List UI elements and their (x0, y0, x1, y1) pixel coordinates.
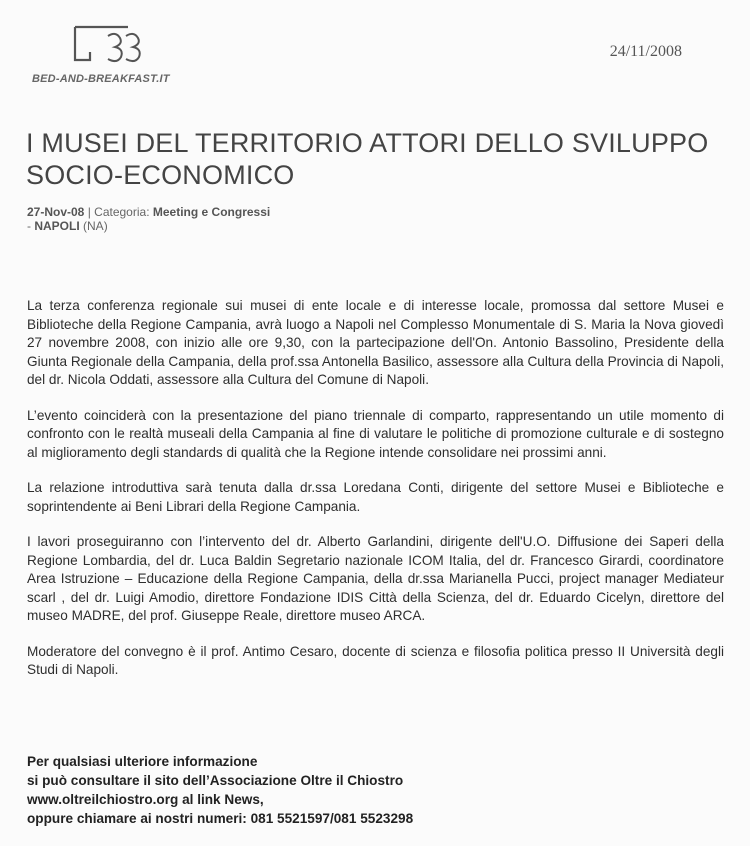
contact-website-line[interactable]: www.oltreilchiostro.org al link News, (27, 792, 264, 807)
document-date: 24/11/2008 (609, 43, 682, 60)
article-title (26, 127, 726, 191)
meta-location-prefix: - (27, 219, 35, 233)
meta-city[interactable]: NAPOLI (34, 219, 80, 233)
logo-text: BED-AND-BREAKFAST.IT (32, 73, 170, 85)
article-body (27, 297, 724, 697)
title-line-1: I MUSEI DEL TERRITORIO ATTORI DELLO SVILUPPO (26, 128, 709, 158)
contact-line: Per qualsiasi ulteriore informazione (27, 754, 258, 769)
contact-line: si può consultare il sito dell’Associazione Oltre il Chiostro (27, 773, 404, 788)
meta-category-label: Categoria: (94, 205, 153, 219)
paragraph: La terza conferenza regionale sui musei di ente locale e di interesse locale, promossa dal settore Musei e Biblioteche della Regione Campania, avrà luogo a Napoli nel Complesso Monumentale di S. Maria la Nova giovedì 27 novembre 2008, con inizio alle ore 9,30, con la partecipazione dell'On. Antonio Bassolino, Presidente della Giunta Regionale della Campania, della prof.ssa Antonella Basilico, assessore alla Cultura della Provincia di Napoli, del dr. Nicola Oddati, assessore alla Cultura del Comune di Napoli. (27, 298, 724, 387)
meta-date: 27-Nov-08 (27, 205, 85, 219)
article-meta (27, 205, 270, 233)
contact-phone-line: oppure chiamare ai nostri numeri: 081 5521597/081 5523298 (27, 811, 414, 826)
paragraph: L’evento coinciderà con la presentazione del piano triennale di comparto, rappresentando un utile momento di confronto con le realtà museali della Campania al fine di valutare le politiche di promozione culturale e di sostegno al miglioramento degli standards di qualità che la Regione intende consolidare nei prossimi anni. (27, 407, 724, 460)
meta-category[interactable]: Meeting e Congressi (152, 205, 271, 219)
meta-separator: | (84, 205, 95, 219)
contact-info (27, 752, 413, 828)
paragraph: I lavori proseguiranno con l’intervento del dr. Alberto Garlandini, dirigente dell'U.O. Diffusione dei Saperi della Regione Lombardia, del dr. Luca Baldin Segretario nazionale ICOM Italia, del dr. Francesco Girardi, coordinatore Area Istruzione – Educazione della Regione Campania, della dr.ssa Marianella Pucci, project manager Mediateur scarl , del dr. Luigi Amodio, direttore Fondazione IDIS Città della Scienza, del dr. Eduardo Cicelyn, direttore del museo MADRE, del prof. Giuseppe Reale, direttore museo ARCA. (27, 534, 724, 623)
paragraph: La relazione introduttiva sarà tenuta dalla dr.ssa Loredana Conti, dirigente del settore Musei e Biblioteche e soprintendente ai Beni Librari della Regione Campania. (27, 480, 724, 514)
header (0, 0, 750, 100)
meta-province: (NA) (79, 219, 108, 233)
title-line-2: SOCIO-ECONOMICO (26, 160, 295, 190)
paragraph: Moderatore del convegno è il prof. Antimo Cesaro, docente di scienza e filosofia politica presso II Università degli Studi di Napoli. (27, 643, 724, 677)
